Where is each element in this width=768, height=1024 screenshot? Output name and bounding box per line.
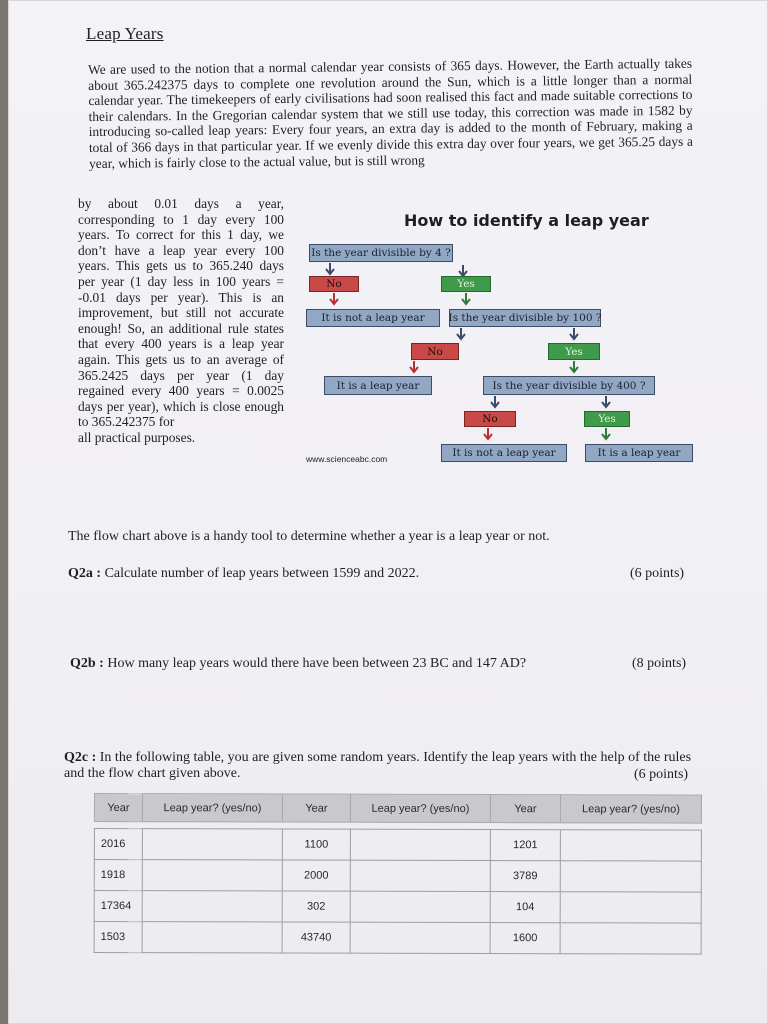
answer-cell[interactable] (142, 829, 282, 860)
answer-no-3: No (464, 411, 516, 427)
question-2a-text: Calculate number of leap years between 1599 and 2022. (104, 566, 420, 581)
down-arrow-icon (458, 292, 474, 306)
question-2b-text: How many leap years would there have been between 23 BC and 147 AD? (107, 656, 527, 671)
column-header-year: Year (94, 794, 142, 822)
down-arrow-icon (326, 292, 342, 306)
flowchart-title: How to identify a leap year (404, 211, 649, 230)
answer-cell[interactable] (350, 829, 490, 860)
answer-cell[interactable] (142, 860, 282, 891)
table-row (94, 860, 701, 893)
down-arrow-icon (453, 327, 469, 341)
result-not-leap-year-2: It is not a leap year (441, 444, 567, 462)
year-cell: 302 (282, 891, 350, 922)
page-title: Leap Years (86, 24, 164, 43)
down-arrow-icon (598, 395, 614, 409)
question-2c-text: In the following table, you are given some random years. Identify the leap years with the help of the rules and the flow chart given above. (64, 750, 692, 781)
column-header-leap-year: Leap year? (yes/no) (560, 795, 701, 823)
column-header-year: Year (490, 795, 560, 823)
answer-no-1: No (309, 276, 359, 292)
answer-no-2: No (411, 343, 459, 360)
answer-cell[interactable] (560, 830, 701, 861)
side-paragraph (78, 196, 284, 446)
question-2b-points: (8 points) (632, 656, 687, 671)
year-cell: 1600 (490, 923, 560, 954)
source-credit: www.scienceabc.com (306, 454, 388, 464)
year-cell: 1503 (94, 922, 142, 953)
down-arrow-icon (598, 427, 614, 441)
answer-cell[interactable] (142, 891, 282, 922)
answer-yes-2: Yes (548, 343, 600, 360)
column-header-year: Year (282, 794, 350, 822)
result-not-leap-year-1: It is not a leap year (306, 309, 440, 327)
result-leap-year-1: It is a leap year (324, 376, 432, 395)
table-row (94, 891, 701, 924)
down-arrow-icon (406, 360, 422, 374)
year-cell: 2000 (282, 860, 350, 891)
question-2a-points: (6 points) (630, 566, 685, 581)
answer-cell[interactable] (350, 891, 490, 922)
table-header-row (94, 794, 701, 824)
down-arrow-icon (566, 360, 582, 374)
down-arrow-icon (487, 395, 503, 409)
year-cell: 2016 (94, 829, 142, 860)
result-leap-year-2: It is a leap year (585, 444, 693, 462)
down-arrow-icon (566, 327, 582, 341)
year-cell: 1100 (282, 829, 350, 860)
intro-paragraph: We are used to the notion that a normal calendar year consists of 365 days. However, the Earth actually takes about 365.242375 days to complete one revolution around the Sun, which is a little longer than a normal calendar year. The timekeepers of early civilisations had soon realised this fact and made suitable corrections to their calendars. In the Gregorian calendar system that we still use today, this correction was made in 1582 by introducing so-called leap years: Every four years, an extra day is added to the month of February, making a total of 366 days in that particular year. If we evenly divide this extra day over four years, we get 365.25 days a year, which is fairly close to the actual value, but is still wrong (88, 55, 693, 171)
year-cell: 1201 (490, 830, 560, 861)
answer-cell[interactable] (560, 892, 701, 923)
answer-cell[interactable] (560, 861, 701, 892)
flowchart-note: The flow chart above is a handy tool to determine whether a year is a leap year or not. (68, 529, 550, 544)
worksheet-page (8, 0, 768, 1024)
table-row (94, 922, 701, 955)
question-divisible-by-4: Is the year divisible by 4 ? (309, 244, 453, 262)
answer-cell[interactable] (560, 923, 701, 954)
table-row (94, 829, 701, 862)
answer-yes-3: Yes (584, 411, 630, 427)
question-2c-label: Q2c : (64, 750, 97, 765)
year-cell: 104 (490, 892, 560, 923)
answer-cell[interactable] (350, 922, 490, 953)
question-2c-points: (6 points) (634, 767, 689, 782)
question-divisible-by-100: Is the year divisible by 100 ? (449, 309, 601, 327)
column-header-leap-year: Leap year? (yes/no) (350, 794, 490, 822)
answer-yes-1: Yes (441, 276, 491, 292)
side-paragraph-text: by about 0.01 days a year, corresponding to 1 day every 100 years. To correct for this 1 day, we don’t have a leap year every 100 years. This gets us to 365.240 days per year (1 day less in 100 years = -0.01 days per year). This is an improvement, but still not accurate enough! So, an additional rule states that every 400 years is a leap year again. This gets us to an average of 365.2425 days per year (1 day regained every 400 years = 0.0025 days per year), which is close enough to 365.242375 for (78, 196, 284, 430)
year-cell: 1918 (94, 860, 142, 891)
down-arrow-icon (322, 262, 338, 276)
down-arrow-icon (480, 427, 496, 441)
question-2b (70, 656, 630, 672)
question-divisible-by-400: Is the year divisible by 400 ? (483, 376, 655, 395)
year-cell: 17364 (94, 891, 142, 922)
question-2b-label: Q2b : (70, 656, 104, 671)
year-cell: 43740 (282, 922, 350, 953)
question-2a-label: Q2a : (68, 566, 102, 581)
column-header-leap-year: Leap year? (yes/no) (142, 794, 282, 822)
side-paragraph-last-line: all practical purposes. (78, 429, 196, 445)
question-2c (64, 750, 698, 782)
answer-cell[interactable] (142, 922, 282, 953)
year-cell: 3789 (490, 861, 560, 892)
leap-year-table (94, 793, 702, 955)
answer-cell[interactable] (350, 860, 490, 891)
question-2a (68, 566, 588, 582)
